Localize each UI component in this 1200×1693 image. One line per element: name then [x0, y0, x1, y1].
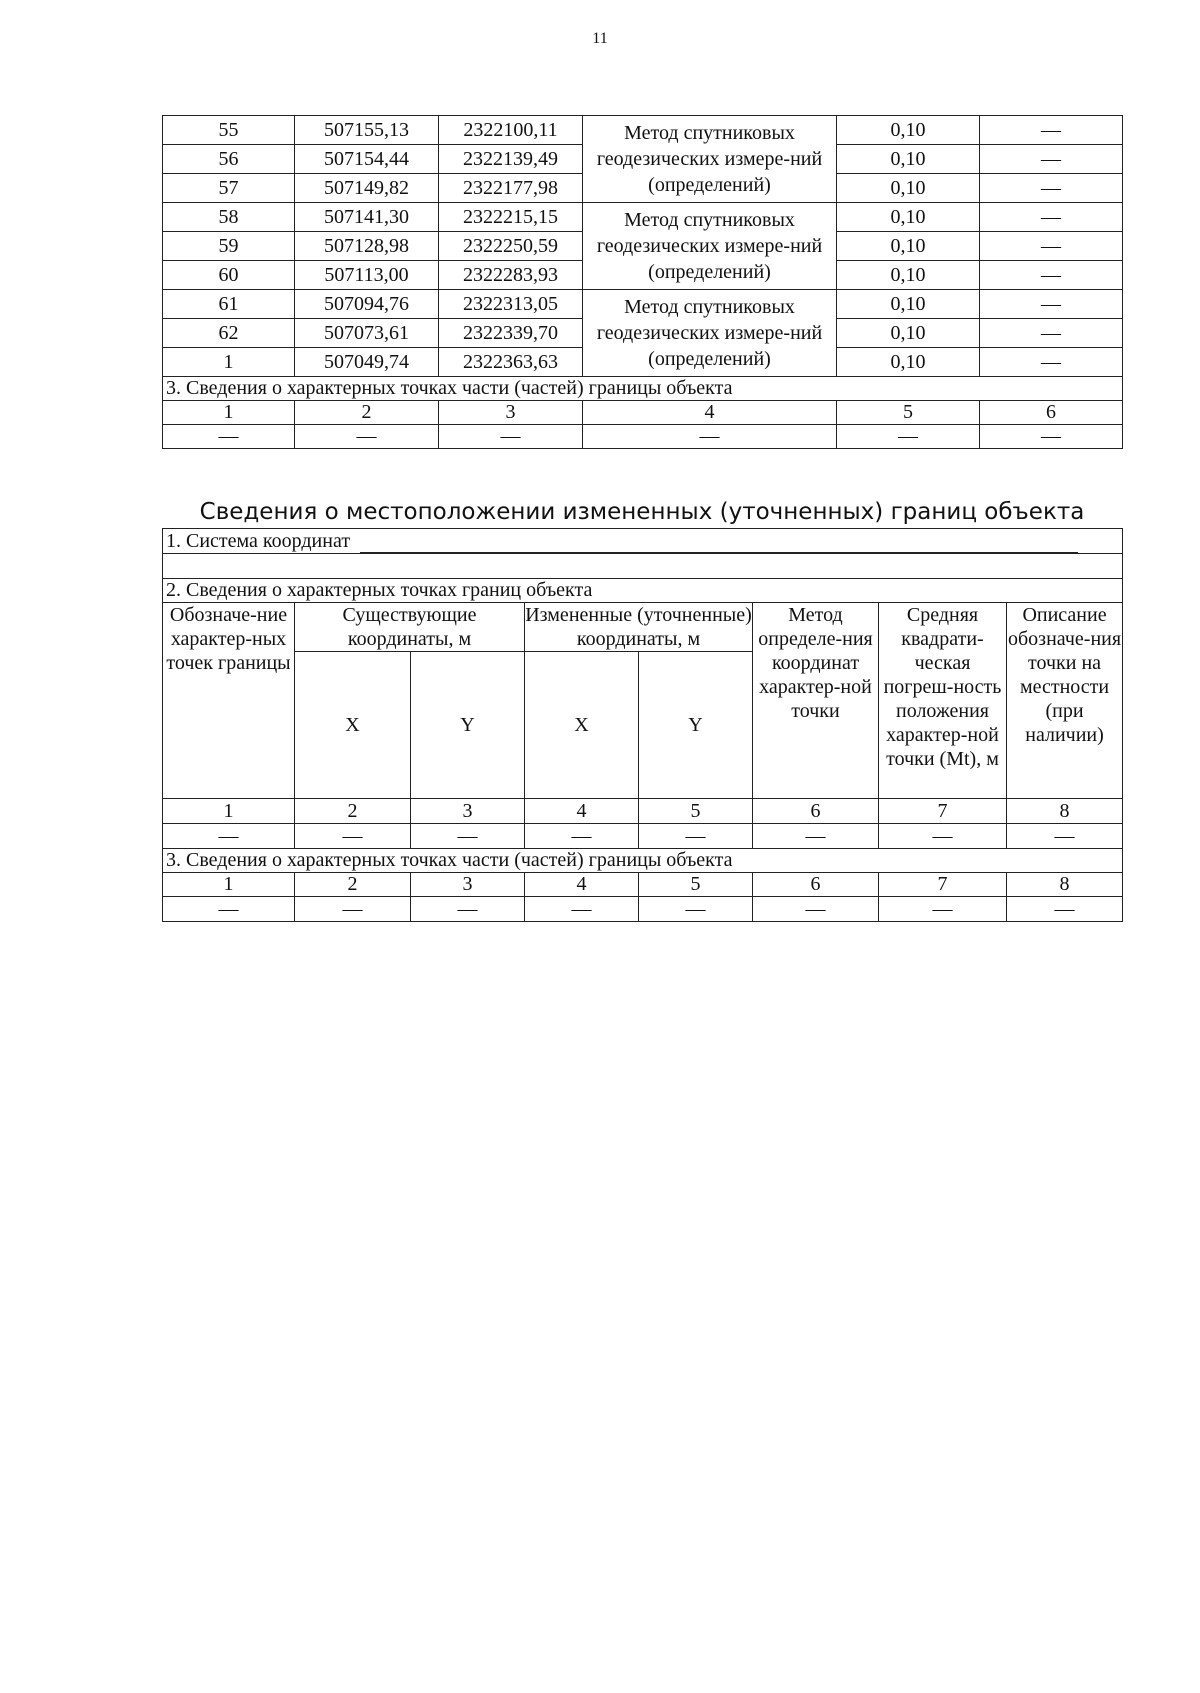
header-changed-y: Y	[639, 652, 753, 799]
column-number: 1	[163, 873, 295, 897]
dash-cell: —	[639, 824, 753, 849]
description-value: —	[980, 261, 1123, 290]
header-row	[163, 603, 1123, 652]
column-number: 6	[980, 401, 1123, 425]
accuracy-value: 0,10	[837, 116, 980, 145]
point-number: 57	[163, 174, 295, 203]
characteristic-points-table	[162, 115, 1123, 449]
method-cell: Метод спутниковых геодезических измере-ний (определений)	[583, 290, 837, 377]
page-number: 11	[592, 30, 608, 47]
description-value: —	[980, 203, 1123, 232]
accuracy-value: 0,10	[837, 290, 980, 319]
method-cell: Метод спутниковых геодезических измере-ний (определений)	[583, 116, 837, 203]
column-number: 2	[295, 873, 411, 897]
coordinate-y: 2322313,05	[439, 290, 583, 319]
accuracy-value: 0,10	[837, 319, 980, 348]
coordinate-y: 2322100,11	[439, 116, 583, 145]
table-row	[163, 290, 1123, 319]
column-number: 8	[1007, 799, 1123, 824]
description-value: —	[980, 319, 1123, 348]
column-number-row	[163, 799, 1123, 824]
column-number: 2	[295, 401, 439, 425]
accuracy-value: 0,10	[837, 203, 980, 232]
empty-data-row	[163, 425, 1123, 449]
table-row	[163, 116, 1123, 145]
header-method: Метод определе-ния координат характер-ной точки	[753, 603, 879, 799]
dash-cell: —	[525, 824, 639, 849]
section-row	[163, 849, 1123, 873]
column-number: 3	[411, 873, 525, 897]
empty-data-row	[163, 897, 1123, 922]
table-row	[163, 203, 1123, 232]
header-existing-coordinates: Существующие координаты, м	[295, 603, 525, 652]
column-number: 7	[879, 799, 1007, 824]
blank-cell	[163, 554, 1123, 579]
point-number: 60	[163, 261, 295, 290]
header-accuracy: Средняя квадрати-ческая погреш-ность положения характер-ной точки (Mt), м	[879, 603, 1007, 799]
point-number: 55	[163, 116, 295, 145]
blank-row	[163, 554, 1123, 579]
coordinate-y: 2322339,70	[439, 319, 583, 348]
dash-cell: —	[583, 425, 837, 449]
coordinate-y: 2322177,98	[439, 174, 583, 203]
coordinate-y: 2322139,49	[439, 145, 583, 174]
dash-cell: —	[411, 824, 525, 849]
section-row	[163, 377, 1123, 401]
coordinate-y: 2322250,59	[439, 232, 583, 261]
description-value: —	[980, 290, 1123, 319]
column-number: 3	[439, 401, 583, 425]
header-changed-x: X	[525, 652, 639, 799]
point-number: 59	[163, 232, 295, 261]
section-heading: Сведения о местоположении измененных (уточненных) границ объекта	[199, 499, 1085, 525]
header-designation: Обозначе-ние характер-ных точек границы	[163, 603, 295, 799]
column-number: 6	[753, 799, 879, 824]
coordinate-y: 2322363,63	[439, 348, 583, 377]
coordinate-y: 2322215,15	[439, 203, 583, 232]
dash-cell: —	[879, 897, 1007, 922]
empty-data-row	[163, 824, 1123, 849]
column-number: 1	[163, 799, 295, 824]
section-row	[163, 579, 1123, 603]
dash-cell: —	[1007, 824, 1123, 849]
header-existing-x: X	[295, 652, 411, 799]
column-number: 3	[411, 799, 525, 824]
column-number: 4	[525, 799, 639, 824]
accuracy-value: 0,10	[837, 261, 980, 290]
dash-cell: —	[163, 897, 295, 922]
header-changed-coordinates: Измененные (уточненные) координаты, м	[525, 604, 752, 650]
section-title-part-points: 3. Сведения о характерных точках части (частей) границы объекта	[163, 377, 1123, 401]
header-description: Описание обозначе-ния точки на местности (при наличии)	[1007, 603, 1123, 799]
dash-cell: —	[295, 897, 411, 922]
dash-cell: —	[753, 897, 879, 922]
dash-cell: —	[295, 425, 439, 449]
column-number: 5	[639, 873, 753, 897]
dash-cell: —	[879, 824, 1007, 849]
dash-cell: —	[525, 897, 639, 922]
description-value: —	[980, 348, 1123, 377]
point-number: 61	[163, 290, 295, 319]
coordinate-x: 507154,44	[295, 145, 439, 174]
column-number-row	[163, 401, 1123, 425]
section-title-part-points: 3. Сведения о характерных точках части (частей) границы объекта	[163, 849, 1123, 873]
column-number: 5	[639, 799, 753, 824]
coordinate-x: 507049,74	[295, 348, 439, 377]
point-number: 56	[163, 145, 295, 174]
dash-cell: —	[753, 824, 879, 849]
description-value: —	[980, 174, 1123, 203]
column-number: 2	[295, 799, 411, 824]
description-value: —	[980, 116, 1123, 145]
dash-cell: —	[980, 425, 1123, 449]
dash-cell: —	[163, 425, 295, 449]
accuracy-value: 0,10	[837, 348, 980, 377]
coordinate-x: 507113,00	[295, 261, 439, 290]
coordinate-x: 507128,98	[295, 232, 439, 261]
dash-cell: —	[639, 897, 753, 922]
point-number: 1	[163, 348, 295, 377]
dash-cell: —	[163, 824, 295, 849]
coordinate-x: 507149,82	[295, 174, 439, 203]
coordinate-x: 507141,30	[295, 203, 439, 232]
dash-cell: —	[837, 425, 980, 449]
description-value: —	[980, 145, 1123, 174]
coordinate-x: 507073,61	[295, 319, 439, 348]
section-title-points: 2. Сведения о характерных точках границ объекта	[163, 579, 1123, 603]
coordinate-system-blank-line	[360, 532, 1078, 553]
column-number: 4	[525, 873, 639, 897]
description-value: —	[980, 232, 1123, 261]
accuracy-value: 0,10	[837, 145, 980, 174]
point-number: 62	[163, 319, 295, 348]
column-number: 7	[879, 873, 1007, 897]
coordinate-x: 507094,76	[295, 290, 439, 319]
column-number-row	[163, 873, 1123, 897]
changed-boundaries-table	[162, 528, 1123, 922]
coordinate-y: 2322283,93	[439, 261, 583, 290]
column-number: 4	[583, 401, 837, 425]
column-number: 8	[1007, 873, 1123, 897]
coordinate-system-label: 1. Система координат	[166, 529, 351, 552]
column-number: 1	[163, 401, 295, 425]
coordinate-system-row	[163, 529, 1123, 554]
dash-cell: —	[411, 897, 525, 922]
header-existing-y: Y	[411, 652, 525, 799]
dash-cell: —	[439, 425, 583, 449]
column-number: 6	[753, 873, 879, 897]
method-cell: Метод спутниковых геодезических измере-ний (определений)	[583, 203, 837, 290]
point-number: 58	[163, 203, 295, 232]
coordinate-system-cell	[163, 529, 1123, 554]
accuracy-value: 0,10	[837, 232, 980, 261]
dash-cell: —	[1007, 897, 1123, 922]
accuracy-value: 0,10	[837, 174, 980, 203]
column-number: 5	[837, 401, 980, 425]
coordinate-x: 507155,13	[295, 116, 439, 145]
dash-cell: —	[295, 824, 411, 849]
